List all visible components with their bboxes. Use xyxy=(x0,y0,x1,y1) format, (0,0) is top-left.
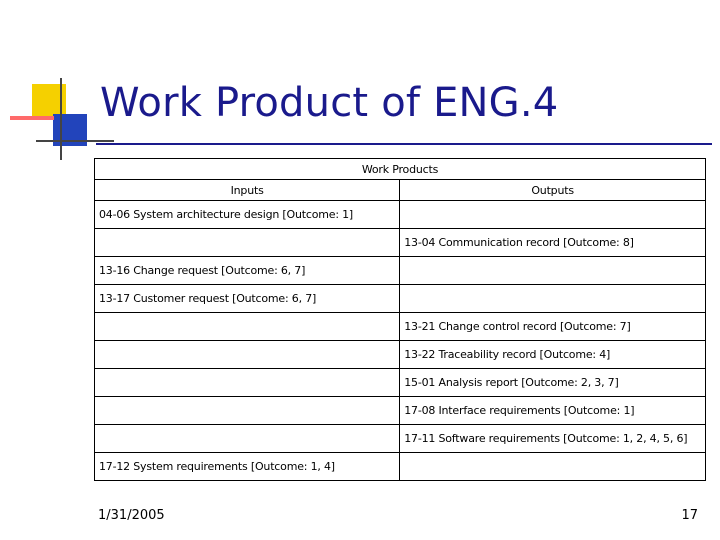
decor-vertical-line xyxy=(60,78,62,160)
title-underline xyxy=(96,143,712,145)
table-row xyxy=(95,453,706,481)
work-products-table xyxy=(94,158,706,481)
input-cell: 13-16 Change request [Outcome: 6, 7] xyxy=(95,257,400,285)
output-cell xyxy=(400,285,706,313)
output-cell: 17-11 Software requirements [Outcome: 1, 2, 4, 5, 6] xyxy=(400,425,706,453)
input-cell xyxy=(95,425,400,453)
input-cell xyxy=(95,397,400,425)
output-cell: 15-01 Analysis report [Outcome: 2, 3, 7] xyxy=(400,369,706,397)
footer-page-number: 17 xyxy=(681,508,698,523)
output-cell xyxy=(400,257,706,285)
table-row xyxy=(95,369,706,397)
output-cell: 13-04 Communication record [Outcome: 8] xyxy=(400,229,706,257)
output-cell xyxy=(400,201,706,229)
table-row xyxy=(95,341,706,369)
column-header-inputs: Inputs xyxy=(95,180,400,201)
input-cell xyxy=(95,313,400,341)
footer-date: 1/31/2005 xyxy=(98,508,165,523)
table-header-work-products: Work Products xyxy=(95,159,706,180)
output-cell xyxy=(400,453,706,481)
input-cell xyxy=(95,341,400,369)
input-cell: 17-12 System requirements [Outcome: 1, 4] xyxy=(95,453,400,481)
output-cell: 13-21 Change control record [Outcome: 7] xyxy=(400,313,706,341)
input-cell xyxy=(95,369,400,397)
table-row xyxy=(95,201,706,229)
input-cell: 04-06 System architecture design [Outcome: 1] xyxy=(95,201,400,229)
table-row xyxy=(95,285,706,313)
table-row xyxy=(95,257,706,285)
decor-horizontal-line xyxy=(36,140,114,142)
output-cell: 13-22 Traceability record [Outcome: 4] xyxy=(400,341,706,369)
table-row xyxy=(95,229,706,257)
column-header-outputs: Outputs xyxy=(400,180,706,201)
input-cell xyxy=(95,229,400,257)
table-row xyxy=(95,397,706,425)
output-cell: 17-08 Interface requirements [Outcome: 1] xyxy=(400,397,706,425)
decor-red-bar xyxy=(10,116,54,120)
input-cell: 13-17 Customer request [Outcome: 6, 7] xyxy=(95,285,400,313)
table-row xyxy=(95,313,706,341)
table-row xyxy=(95,425,706,453)
slide-title: Work Product of ENG.4 xyxy=(100,80,559,126)
